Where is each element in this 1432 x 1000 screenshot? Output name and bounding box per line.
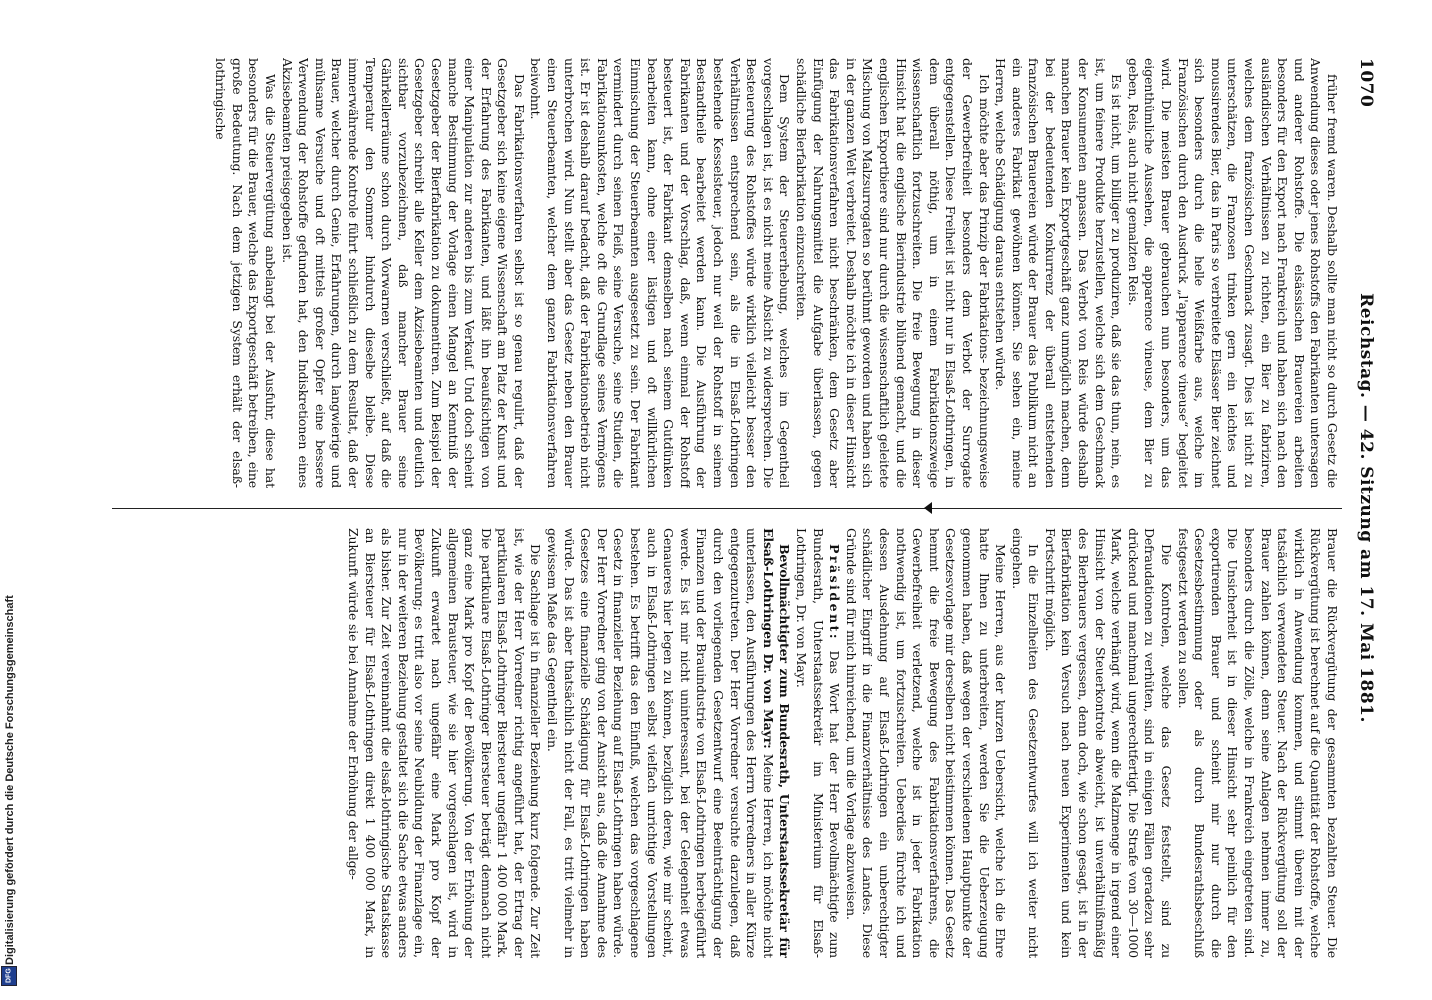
speech-text: Meine Herren, ich möchte nicht unterlassen, den Ausführungen des Herrn Vorredners in aller Kürze entgegenzutreten. Der Herr Vorredner versuchte darzulegen, daß durch den vorliegenden Gesetzentwurf eine Beeinträchtigung der Finanzen und der Brauindustrie von Elsaß-Lothringen herbeigeführt werde. Es ist mir nicht uninteressant, bei der Gelegenheit etwas Genaueres hier legen zu können, bezüglich deren, wie mir scheint, auch in Elsaß-Lothringen selbst vielfach unrichtige Vorstellungen bestehen. Es betrifft das den Einfluß, welchen das vorgeschlagene Gesetz in finanzieller Beziehung auf Elsaß-Lothringen haben würde. Der Herr Vorredner ging von der Ansicht aus, daß die Annahme des Gesetzes eine finanzielle Schädigung für Elsaß-Lothringen haben würde. Das ist aber thatsächlich nicht der Fall, es tritt vielmehr in gewissem Maße das Gegentheil ein.: [545, 528, 776, 958]
page-title: Reichstag. — 42. Sitzung am 17. Mai 1881.: [1356, 293, 1376, 723]
paragraph: Brauer die Rückvergütung der gesammten bezahlten Steuer. Die Rückvergütung ist berechnet auf die Quantität der Rohstoffe, welche wirklich in Anwendung kommen, und stimmt überein mit der tatsächlich verwendeten Steuer. Nach der Rückvergütung soll der Brauer zahlen können, denn seine Anlagen nehmen immer zu, besonders durch die Zölle, welche in Frankreich eingetreten sind. Die Unsicherheit ist in dieser Hinsicht sehr peinlich für den exportirenden Brauer und scheint mir nur durch die Gesetzesbestimmung oder als durch Bundesrathsbeschluß festgesetzt werden zu sollen.: [1175, 528, 1340, 958]
page-header: [1346, 58, 1380, 958]
paragraph: Das Fabrikationsverfahren selbst ist so genau regulirt, daß der Gesetzgeber sich keine eigene Wissenschaft am Platz der Kunst und der Erfahrung des Fabrikanten, und läßt ihn beaufsichtigen von einer Manipulation zur anderen bis zum Verkauf. Und doch scheint manche Bestimmung der Vorlage einen Mangel an Kenntniß der Gesetzgeber der Bierfabrikation zu dokumentiren. Zum Beispiel der Gesetzgeber schreibt alle Keller dem Akzisebeamten und deutlich sichtbar vorzubezeichnen, daß mancher Brauer seine Gährkellerräume schon durch Vorwarnen verschließt, auf daß die Temperatur den Sommer hindurch dieselbe bleibe. Diese immerwährende Kontrole führt schließlich zu dem Resultat, daß der Brauer, welcher durch Genie, Erfahrungen, durch langwierige und mühsame Versuche und oft mittels großer Opfer eine bessere Verwendung der Rohstoffe gefunden hat, den Indiskretionen eines Akzisebeamten preisgegeben ist.: [279, 58, 527, 488]
speaker-name: Bevollmächtigter zum Bundesrath, Unterstaatssekretär für Elsaß-Lothringen Dr. von Mayr:: [760, 528, 793, 958]
paragraph: früher fremd waren. Deshalb sollte man nicht so durch Gesetz die Anwendung dieses oder jenes Rohstoffs den Fabrikanten untersagen und anderer Rohstoffe. Die elsässischen Brauereien arbeiten besonders für den Export nach Frankreich und haben sich nach den ausländischen Verhältnissen zu richten, ein Bier zu fabriziren, welches dem französischen Geschmack zusagt. Dies ist nicht zu unterschätzen, die Franzosen trinken gern ein leichtes und moussirendes Bier, das in Paris so verbreitete Elsässer Bier zeichnet sich besonders durch die helle Weißfarbe aus, welche im Französischen durch den Ausdruck „l'apparence vineuse“ begleitet wird. Die meisten Brauer gebrauchen nun besonders, um das eigenthümliche Aussehen, die apparence vineuse, dem Bier zu geben, Reis, auch nicht gemalzten Reis.: [1125, 58, 1340, 488]
speech-paragraph: [544, 528, 793, 958]
paragraph: In die Einzelheiten des Gesetzentwurfes will ich weiter nicht eingehen.: [1009, 528, 1042, 958]
paragraph: Ich möchte aber das Prinzip der Fabrikations- bezeichnungsweise der Gewerbefreiheit besonders dem Verbot der Surrogate entgegenstellen. Diese Freiheit ist nicht nur in Elsaß-Lothringen, in dem überall nöthig, um in einem Fabrikationszweige wissenschaftlich fortzuschreiten. Die freie Bewegung in dieser Hinsicht hat die englische Bierindustrie blühend gemacht, und die englischen Exportbiere sind nur durch die wissenschaftlich geleitete Mischung von Malzsurrogaten so berühmt geworden und haben sich in der ganzen Welt verbreitet. Deshalb möchte ich in dieser Hinsicht das Fabrikationsverfahren nicht beschränken, dem Gesetz aber Einfügung der Nahrungsmittel die Aufgabe überlassen, gegen schädliche Bierfabrikation einzuschreiten.: [794, 58, 992, 488]
right-column: [110, 528, 1340, 958]
paragraph: Dem System der Steuererhebung, welches im Gegentheil vorgeschlagen ist, ist es nicht meine Absicht zu widersprechen. Die Besteuerung des Rohstoffes würde wirklich vielleicht besser den Verhältnissen entsprechend sein, als die in Elsaß-Lothringen bestehende Kesselsteuer, jedoch nur weil der Rohstoff in seinem Bestandtheile bearbeitet werden kann. Die Ausführung der Fabrikanten und der Vorschlag, daß, wenn einmal der Rohstoff besteuert ist, der Fabrikant demselben nach seinem Gutdünken bearbeiten kann, ohne einer lästigen und oft willkürlichen Einmischung der Steuerbeamten ausgesetzt zu sein. Der Fabrikant vermindert durch seinen Fleiß, seine Versuche, seine Studien, die Fabrikationsunkosten, welche oft die Grundlage seines Vermögens ist. Er ist deshalb darauf bedacht, daß der Fabrikationsbetrieb nicht unterbrochen wird. Nun stellt aber das Gesetz neben den Brauer einen Steuerbeamten, welcher dem ganzen Fabrikationsverfahren beiwohnt.: [528, 58, 793, 488]
page-number: 1070: [1356, 58, 1376, 108]
dfg-logo: [1, 966, 17, 986]
digitization-sidebar: [2, 595, 16, 985]
paragraph: Meine Herren, aus der kurzen Uebersicht, welche ich die Ehre hatte Ihnen zu unterbreiten, werden Sie die Ueberzeugung genommen haben, daß wegen der verschiedenen Hauptpunkte der Gesetzesvorlage mir derselben nicht beistimmen können. Das Gesetz hemmt die freie Bewegung des Fabrikationsverfahrens, die Gewerbefreiheit verletzend, welche ist in jeder Fabrikation nothwendig ist, um fortzuschreiten. Ueberdies fürchte ich und dessen Ausdehnung auf Elsaß-Lothringen ein unberechtigter schädlicher Eingriff in die Finanzverhältnisse des Landes. Diese Gründe sind für mich hinreichend, um die Vorlage abzuweisen.: [843, 528, 1009, 958]
speech-paragraph: [792, 528, 842, 958]
paragraph: Die Sachlage ist in finanzieller Beziehung kurz folgende. Zur Zeit ist, wie der Herr Vorredner richtig angeführt hat, der Ertrag der partikularen Elsaß-Lothringer Biersteuer ungefähr 1 400 000 Mark. Die partikulare Elsaß-Lothringer Biersteuer beträgt demnach nicht ganz eine Mark pro Kopf der Bevölkerung. Von der Erhöhung der allgemeinen Brausteuer, wie sie hier vorgeschlagen ist, wird in Zukunft erwartet nach ungefähr eine Mark pro Kopf der Bevölkerung; es tritt also vor seine Neubildung der Finanzlage ein, nur in der weiteren Beziehung gestaltet sich die Sache etwas anders als bisher. Zur Zeit vereinnahmt die elsaß-lothringische Staatskasse an Biersteuer für Elsaß-Lothringen direkt 1 400 000 Mark, in Zukunft würde sie bei Annahme der Erhöhung der allge-: [345, 528, 544, 958]
paragraph: Es ist nicht, um billiger zu produziren, daß sie das thun, nein, es ist, um feinere Produkte herzustellen, welche sich dem Geschmack der Konsumenten anpassen. Das Verbot von Reis würde deshalb manchen Brauer kein Exportgeschäft ganz unmöglich machen, denn bei der bedeutenden Konkurrenz der überall entstehenden französischen Brauereien würde der Brauer das Publikum nicht an ein anderes Fabrikat gewöhnen können. Sie sehen ein, meine Herren, welche Schädigung daraus entstehen würde.: [993, 58, 1125, 488]
column-divider: [112, 508, 1342, 509]
dfg-logo-text: DFG: [5, 968, 13, 984]
digitization-notice: Digitalisierung gefördert durch die Deutsche Forschungsgemeinschaft: [4, 595, 16, 965]
paragraph: Die Kontrolen, welche das Gesetz feststellt, sind zu Defraudationen zu verhüten, sind in einigen Fällen geradezu sehr drückend und manchmal ungerechtfertigt. Die Strafe von 30—1000 Mark, welche verhängt wird, wenn die Malzmenge in irgend einer Hinsicht von der Steuerkontrole abweicht, ist unverhältnißmäßig des Bierbrauers vergessen, denn doch, wie schon gesagt, ist in der Bierfabrikation kein Versuch nach neuen Experimenten und kein Fortschritt möglich.: [1042, 528, 1175, 958]
speech-text: Das Wort hat der Herr Bevollmächtigte zum Bundesrath, Unterstaatssekretär im Ministerium für Elsaß-Lothringen, Dr. von Mayr.: [794, 528, 843, 958]
column-marker: [924, 502, 932, 514]
paragraph: Was die Steuervergütung anbelangt bei der Ausfuhr, diese hat besonders für die Brauer, welche das Exportgeschäft betreiben, eine große Bedeutung. Nach dem jetzigen System erhält der elsaß-lothringische: [213, 58, 278, 488]
rotated-page: [105, 58, 1380, 958]
speaker-name: Präsident:: [827, 544, 843, 642]
left-column: [110, 58, 1340, 488]
